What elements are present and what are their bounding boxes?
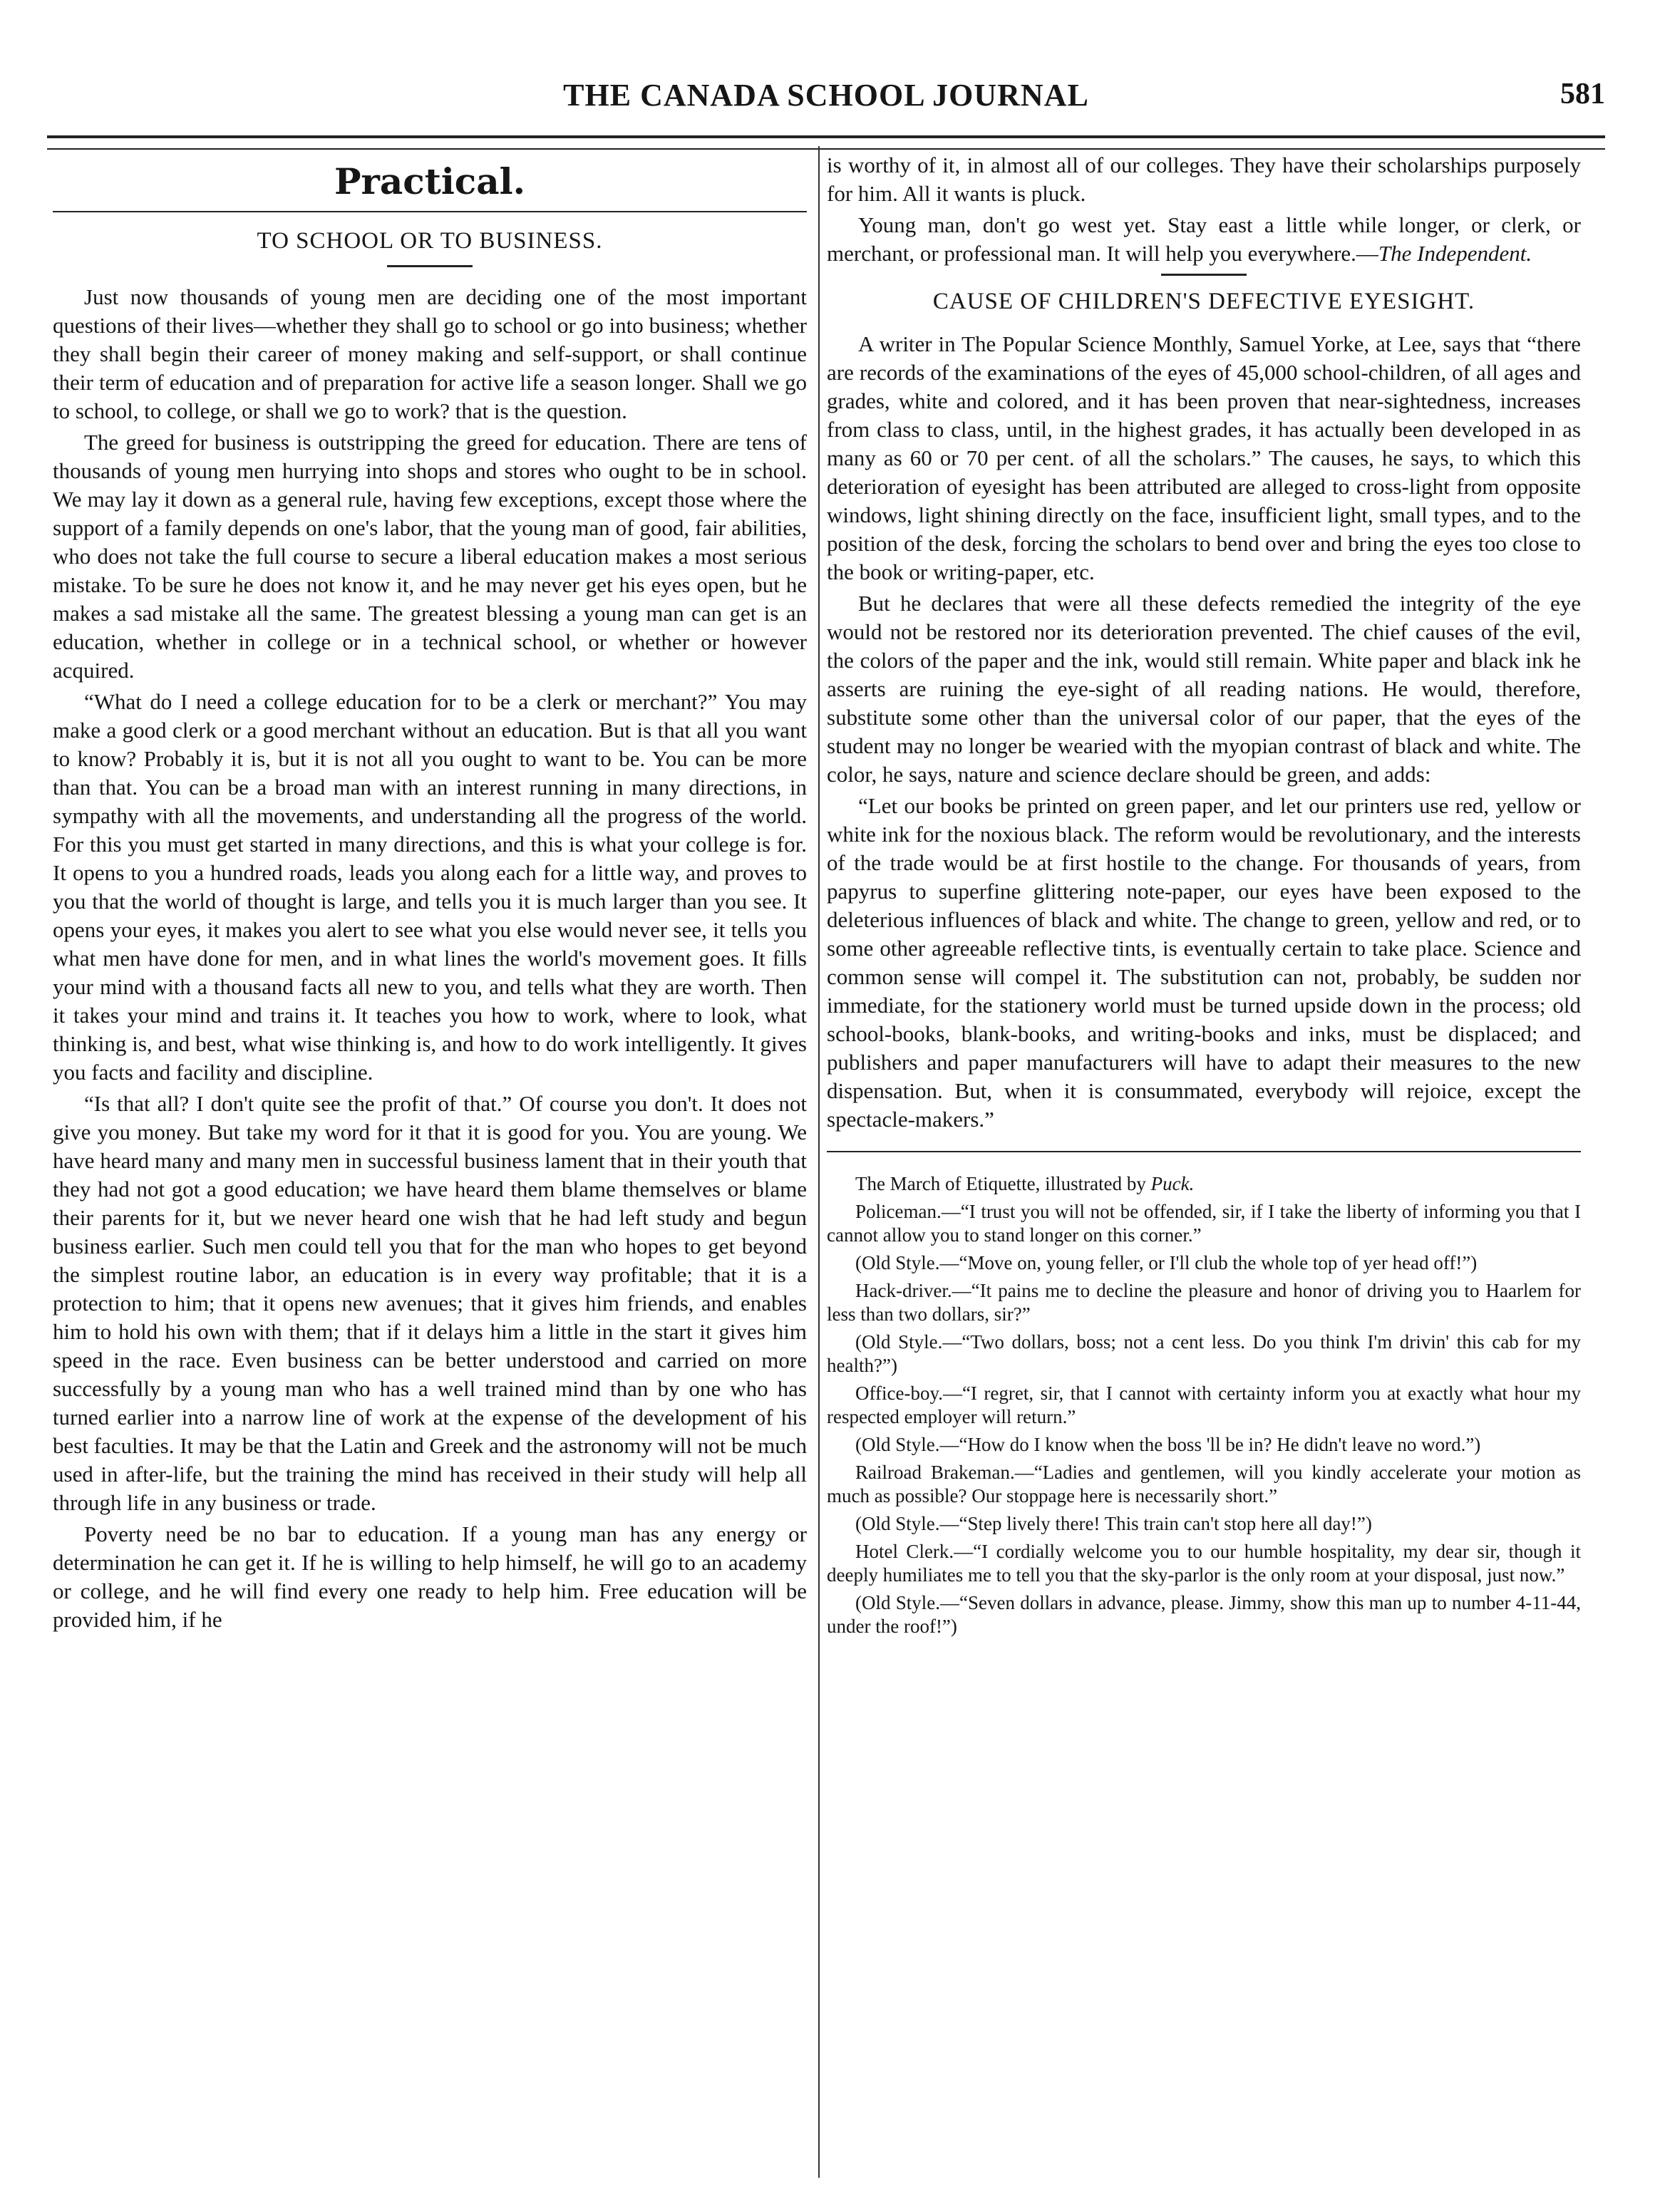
article2-paragraph: A writer in The Popular Science Monthly, Samuel Yorke, at Lee, says that “there are records of the examinations of the eyes of 45,000 school-children, of all ages and grades, white and colored, and it has been proven that near-sightedness, increases from class to class, until, in the highest grades, it has actually been developed in as many as 60 or 70 per cent. of all the scholars.” The causes, he says, to which this deterioration of eyesight has been attributed are alleged to cross-light from opposite windows, light shining directly on the face, insufficient light, small types, and to the position of the desk, forcing the scholars to bend over and bring the eyes too close to the book or writing-paper, etc. xyxy=(827,331,1581,584)
continued-text: Young man, don't go west yet. Stay east a little while longer, or clerk, or merchant, or professional man. It will help you everywhere.— xyxy=(827,212,1581,266)
article2-paragraph: “Let our books be printed on green paper, and let our printers use red, yellow or white ink for the noxious black. The reform would be revolutionary, and the interests of the trade would be at first hostile to the change. For thousands of years, from papyrus to superfine glittering note-paper, our eyes have been exposed to the deleterious influences of black and white. The change to green, yellow and red, or to some other agreeable reflective tints, is eventually certain to take place. Science and common sense will compel it. The substitution can not, probably, be sudden nor immediate, for the stationery world must be turned upside down in the process; old school-books, blank-books, and writing-books and inks, must be displaced; and publishers and paper manufacturers will have to adapt their measures to the new dispensation. But, when it is consummated, everybody will rejoice, except the spectacle-makers.” xyxy=(827,793,1581,1132)
continued-paragraph: is worthy of it, in almost all of our colleges. They have their scholarships purposely for him. All it wants is pluck. xyxy=(827,153,1581,206)
etiquette-item: (Old Style.—“Seven dollars in advance, please. Jimmy, show this man up to number 4-11-44, under the roof!”) xyxy=(827,1592,1581,1637)
etiquette-intro-text: The March of Etiquette, illustrated by xyxy=(855,1173,1146,1194)
running-head xyxy=(47,77,1605,120)
article-paragraph: “What do I need a college education for to be a clerk or merchant?” You may make a good clerk or a good merchant without an education. But is that all you want to know? Probably it is, but it is not all you ought to want to be. You can be more than that. You can be a broad man with an interest running in many directions, in sympathy with all the movements, and understanding all the progress of the world. For this you must get started in many directions, and this is what your college is for. It opens to you a hundred roads, leads you along each for a little way, and proves to you that the world of thought is large, and tells you it is much larger than you see. It opens your eyes, it makes you alert to see what you else would never see, it tells you what men have done for men, and in what lines the world's movement goes. It fills your mind with a thousand facts all new to you, and tells what they are worth. Then it takes your mind and trains it. It teaches you how to work, where to look, what thinking is, and best, what wise thinking is, and how to do work intelligently. It gives you facts and facility and discipline. xyxy=(53,689,807,1085)
section-rule xyxy=(53,211,807,212)
etiquette-item: (Old Style.—“Move on, young feller, or I'll club the whole top of yer head off!”) xyxy=(855,1252,1478,1273)
etiquette-item: (Old Style.—“How do I know when the boss 'll be in? He didn't leave no word.”) xyxy=(855,1434,1481,1455)
section-heading: Practical. xyxy=(334,160,526,202)
continued-paragraph xyxy=(827,211,1581,268)
etiquette-item: Railroad Brakeman.—“Ladies and gentlemen, will you kindly accelerate your motion as much as possible? Our stoppage here is necessarily short.” xyxy=(827,1462,1581,1506)
article-title: TO SCHOOL OR TO BUSINESS. xyxy=(257,228,603,254)
column-divider xyxy=(818,146,820,2178)
etiquette-item: Hack-driver.—“It pains me to decline the pleasure and honor of driving you to Haarlem for less than two dollars, sir?” xyxy=(827,1280,1581,1325)
article2-title: CAUSE OF CHILDREN'S DEFECTIVE EYESIGHT. xyxy=(932,289,1475,314)
etiquette-source: Puck. xyxy=(1150,1173,1195,1194)
right-column xyxy=(827,151,1581,1638)
page-number: 581 xyxy=(1560,78,1605,110)
etiquette-intro xyxy=(827,1172,1581,1196)
section-separator xyxy=(827,1151,1581,1152)
etiquette-item: (Old Style.—“Two dollars, boss; not a cent less. Do you think I'm drivin' this cab for my health?”) xyxy=(827,1331,1581,1376)
etiquette-item: (Old Style.—“Step lively there! This train can't stop here all day!”) xyxy=(855,1513,1372,1534)
etiquette-section xyxy=(827,1172,1581,1638)
source-credit: The Independent. xyxy=(1378,241,1532,266)
article-paragraph: The greed for business is outstripping the greed for education. There are tens of thousands of young men hurrying into shops and stores who ought to be in school. We may lay it down as a general rule, having few exceptions, except those where the support of a family depends on one's labor, that the young man of good, fair abilities, who does not take the full course to secure a liberal education makes a most serious mistake. To be sure he does not know it, and he may never get his eyes open, but he makes a sad mistake all the same. The greatest blessing a young man can get is an education, whether in college or in a technical school, or whether or however acquired. xyxy=(53,430,807,683)
journal-title: THE CANADA SCHOOL JOURNAL xyxy=(563,78,1089,113)
title-rule xyxy=(387,265,473,267)
etiquette-item: Policeman.—“I trust you will not be offended, sir, if I take the liberty of informing you that I cannot allow you to stand longer on this corner.” xyxy=(827,1201,1581,1246)
article-paragraph: “Is that all? I don't quite see the profit of that.” Of course you don't. It does not give you money. But take my word for it that it is good for you. You are young. We have heard many and many men in successful business lament that in their youth that they had not got a good education; we have heard them blame themselves or blame their parents for it, but we never heard one wish that he had left study and begun business earlier. Such men could tell you that for the man who hopes to get beyond the simplest routine labor, an education is in every way profitable; that it is a protection to him; that it opens new avenues; that it gives him friends, and enables him to hold his own with them; that if it delays him a little in the start it gives him speed in the race. Even business can be better understood and carried on more successfully by a young man who has a well trained mind than by one who has turned earlier into a narrow line of work at the expense of the development of his best faculties. It may be that the Latin and Greek and the astronomy will not be much used in after-life, but the training the mind has received in their study will help all through life in any business or trade. xyxy=(53,1091,807,1515)
etiquette-item: Office-boy.—“I regret, sir, that I cannot with certainty inform you at exactly what hour my respected employer will return.” xyxy=(827,1382,1581,1427)
article2-paragraph: But he declares that were all these defects remedied the integrity of the eye would not be restored nor its deterioration prevented. The chief causes of the evil, the colors of the paper and the ink, would still remain. White paper and black ink he asserts are ruining the eye-sight of all reading nations. He would, therefore, substitute some other than the universal color of our paper, that the eyes of the student may no longer be wearied with the myopian contrast of black and white. The color, he says, nature and science declare should be green, and adds: xyxy=(827,591,1581,787)
article-paragraph: Poverty need be no bar to education. If a young man has any energy or determination he can get it. If he is willing to help himself, he will go to an academy or college, and he will find every one ready to help him. Free education will be provided him, if he xyxy=(53,1521,807,1632)
etiquette-item: Hotel Clerk.—“I cordially welcome you to our humble hospitality, my dear sir, though it deeply humiliates me to tell you that the sky-parlor is the only room at your disposal, just now.” xyxy=(827,1541,1581,1586)
article-rule xyxy=(1161,274,1247,276)
header-double-rule xyxy=(47,135,1605,150)
left-column xyxy=(53,151,807,1634)
article-paragraph: Just now thousands of young men are deciding one of the most important questions of their lives—whether they shall go to school or go into business; whether they shall begin their career of money making and self-support, or shall continue their term of education and of preparation for active life a season longer. Shall we go to school, to college, or shall we go to work? that is the question. xyxy=(53,284,807,423)
